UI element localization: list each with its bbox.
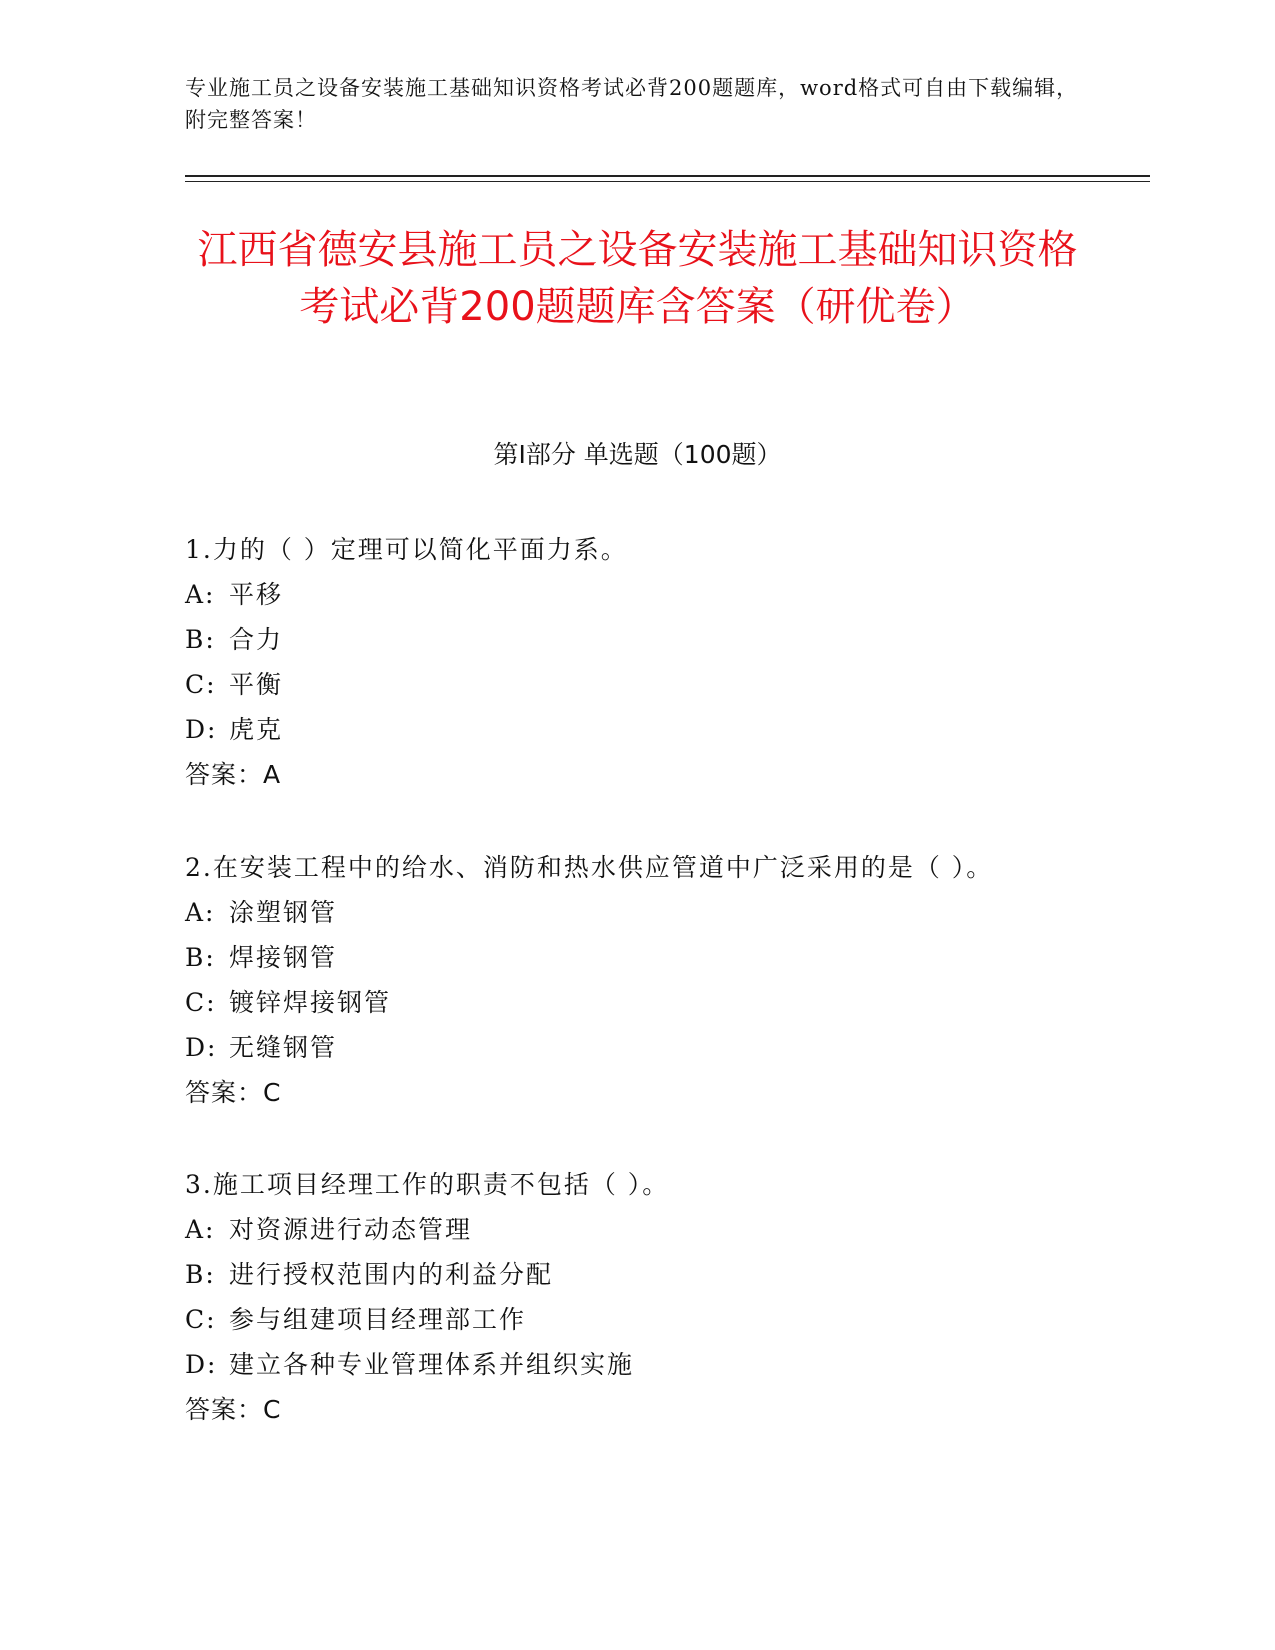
question-stem: 2.在安装工程中的给水、消防和热水供应管道中广泛采用的是（ ）。 bbox=[185, 853, 994, 882]
option-text: 平衡 bbox=[229, 670, 284, 699]
option-c bbox=[185, 980, 1135, 1025]
option-d bbox=[185, 707, 1135, 752]
header-divider-thin bbox=[185, 181, 1150, 182]
option-b bbox=[185, 935, 1135, 980]
answer-value: C bbox=[263, 1078, 282, 1107]
document-title: 江西省德安县施工员之设备安装施工基础知识资格考试必背200题题库含答案（研优卷） bbox=[197, 227, 1078, 330]
option-key: C: bbox=[185, 988, 217, 1017]
option-a bbox=[185, 1207, 1135, 1252]
option-d bbox=[185, 1342, 1135, 1387]
option-text: 进行授权范围内的利益分配 bbox=[229, 1260, 554, 1289]
option-text: 建立各种专业管理体系并组织实施 bbox=[229, 1350, 635, 1379]
header-divider-thick bbox=[185, 175, 1150, 177]
question-1 bbox=[185, 527, 1135, 797]
option-key: A: bbox=[185, 1215, 216, 1244]
answer-value: C bbox=[263, 1395, 282, 1424]
answer bbox=[185, 1387, 1135, 1432]
answer-label: 答案： bbox=[185, 760, 264, 789]
option-key: A: bbox=[185, 580, 216, 609]
option-c bbox=[185, 1297, 1135, 1342]
option-text: 参与组建项目经理部工作 bbox=[229, 1305, 527, 1334]
option-a bbox=[185, 890, 1135, 935]
option-key: B: bbox=[185, 1260, 216, 1289]
option-text: 对资源进行动态管理 bbox=[229, 1215, 473, 1244]
option-key: A: bbox=[185, 898, 216, 927]
answer-value: A bbox=[263, 760, 282, 789]
option-text: 涂塑钢管 bbox=[229, 898, 338, 927]
option-d bbox=[185, 1025, 1135, 1070]
option-text: 合力 bbox=[229, 625, 284, 654]
option-b bbox=[185, 617, 1135, 662]
section-title: 第Ⅰ部分 单选题（100题） bbox=[493, 440, 782, 469]
question-3 bbox=[185, 1162, 1135, 1432]
header-note: 专业施工员之设备安装施工基础知识资格考试必背200题题库，word格式可自由下载编辑，附完整答案！ bbox=[185, 76, 1079, 132]
option-key: D: bbox=[185, 715, 218, 744]
option-key: C: bbox=[185, 670, 217, 699]
option-b bbox=[185, 1252, 1135, 1297]
question-stem: 1.力的（ ）定理可以简化平面力系。 bbox=[185, 535, 628, 564]
option-text: 镀锌焊接钢管 bbox=[229, 988, 392, 1017]
answer-label: 答案： bbox=[185, 1395, 264, 1424]
question-2 bbox=[185, 845, 1135, 1115]
option-key: B: bbox=[185, 943, 216, 972]
answer bbox=[185, 1070, 1135, 1115]
option-key: C: bbox=[185, 1305, 217, 1334]
option-a bbox=[185, 572, 1135, 617]
option-c bbox=[185, 662, 1135, 707]
option-key: B: bbox=[185, 625, 216, 654]
option-key: D: bbox=[185, 1033, 218, 1062]
option-text: 虎克 bbox=[229, 715, 284, 744]
option-text: 平移 bbox=[229, 580, 284, 609]
option-key: D: bbox=[185, 1350, 218, 1379]
question-stem: 3.施工项目经理工作的职责不包括（ ）。 bbox=[185, 1170, 670, 1199]
option-text: 无缝钢管 bbox=[229, 1033, 338, 1062]
option-text: 焊接钢管 bbox=[229, 943, 338, 972]
answer bbox=[185, 752, 1135, 797]
answer-label: 答案： bbox=[185, 1078, 264, 1107]
